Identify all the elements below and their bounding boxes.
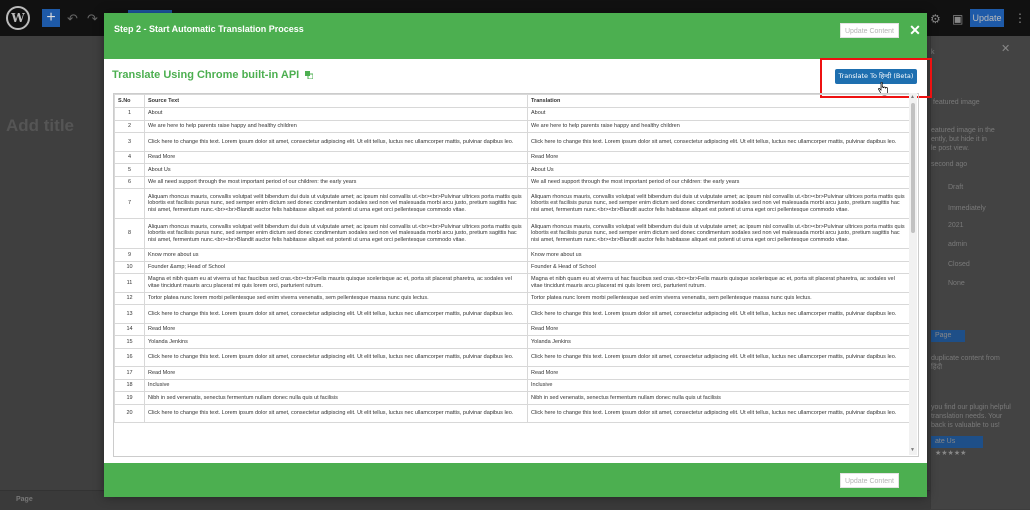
- cell-translation: Magna et nibh quam eu at viverra ut hac faucibus sed cras.<br><br>Felis mauris quisque scelerisque ac et, porta sit placerat pharetra, ac sodales vel vitae tincidunt mauris arcu placerat mi quis lorem orci, parturient rutrum.: [528, 274, 911, 293]
- cell-sno: 1: [115, 108, 145, 121]
- column-header-sno: S.No: [115, 95, 145, 108]
- cell-source-text: Know more about us: [145, 249, 528, 262]
- cell-source-text: Read More: [145, 367, 528, 380]
- cell-translation: Yolanda Jenkins: [528, 336, 911, 349]
- cell-source-text: We are here to help parents raise happy and healthy children: [145, 120, 528, 133]
- cell-sno: 9: [115, 249, 145, 262]
- translation-table-container[interactable]: [113, 93, 919, 457]
- sidebar-text: Closed: [948, 261, 970, 268]
- cell-translation: Founder & Head of School: [528, 261, 911, 274]
- cell-source-text: Read More: [145, 323, 528, 336]
- cell-translation: Aliquam rhoncus mauris, convallis volutpat velit bibendum dui duis ut vulputate amet; ac ipsum nisl convallis ut.<br><br>Pulvinar ultrices porta mattis quis lobortis est facilisis purus nunc, sed semper enim dictum sed donec condimentum sodales sed non vel malesuada morbi arcu justo, pretium sagittis hac nisi amet, fermentum nunc.<br><br>Blandit auctor felis habitasse aliquet est potenti ut urna eget orci pellentesque commodo vitae.: [528, 189, 911, 219]
- cell-source-text: Aliquam rhoncus mauris, convallis volutpat velit bibendum dui duis ut vulputate amet; ac ipsum nisl convallis ut.<br><br>Pulvinar ultrices porta mattis quis lobortis est facilisis purus nunc, sed semper enim dictum sed donec condimentum sodales sed non vel malesuada morbi arcu justo, pretium sagittis hac nisi amet, fermentum nunc.<br><br>Blandit auctor felis habitasse aliquet est potenti ut urna eget orci pellentesque commodo vitae.: [145, 219, 528, 249]
- cell-sno: 10: [115, 261, 145, 274]
- translate-to-hindi-button[interactable]: Translate To हिन्दी (Beta): [835, 69, 917, 84]
- cell-sno: 18: [115, 379, 145, 392]
- section-title: [112, 69, 313, 81]
- cell-sno: 4: [115, 151, 145, 164]
- scrollbar-thumb[interactable]: [911, 103, 915, 233]
- cell-translation: Inclusive: [528, 379, 911, 392]
- translation-modal: [104, 13, 927, 497]
- cell-source-text: Click here to change this text. Lorem ipsum dolor sit amet, consectetur adipiscing elit. Ut elit tellus, luctus nec ullamcorper mattis, pulvinar dapibus leo.: [145, 348, 528, 367]
- table-body: [115, 108, 911, 423]
- cell-sno: 17: [115, 367, 145, 380]
- cell-translation: We are here to help parents raise happy and healthy children: [528, 120, 911, 133]
- sidebar-text: 2021: [948, 222, 964, 229]
- update-content-button-bottom[interactable]: Update Content: [840, 473, 899, 488]
- sidebar-close-icon[interactable]: ✕: [1001, 43, 1011, 55]
- add-title-placeholder[interactable]: Add title: [6, 116, 74, 135]
- translation-table: [114, 94, 911, 423]
- table-row: [115, 164, 911, 177]
- table-row: [115, 348, 911, 367]
- cell-source-text: Nibh in sed venenatis, senectus fermentum nullam donec nulla quis ut facilisis: [145, 392, 528, 405]
- column-header-source: Source Text: [145, 95, 528, 108]
- wp-sidebar: [930, 36, 1030, 509]
- add-block-button[interactable]: +: [42, 9, 60, 27]
- cell-source-text: Yolanda Jenkins: [145, 336, 528, 349]
- sidebar-page-button[interactable]: Page: [931, 330, 965, 342]
- undo-icon[interactable]: ↶: [67, 11, 78, 26]
- modal-header: [104, 13, 927, 59]
- cell-sno: 14: [115, 323, 145, 336]
- cell-source-text: Tortor platea nunc lorem morbi pellentesque sed enim viverra venenatis, sem pellentesque massa nunc quis lectus.: [145, 292, 528, 305]
- sidebar-text: translation needs. Your: [931, 413, 1003, 420]
- table-row: [115, 120, 911, 133]
- cell-sno: 6: [115, 176, 145, 189]
- translate-icon: [305, 71, 313, 79]
- table-scrollbar[interactable]: [909, 93, 917, 455]
- cell-sno: 20: [115, 404, 145, 423]
- footer-breadcrumb[interactable]: Page: [16, 496, 33, 503]
- cell-translation: We all need support through the most important period of our children: the early years: [528, 176, 911, 189]
- cell-sno: 11: [115, 274, 145, 293]
- table-row: [115, 404, 911, 423]
- modal-footer: [104, 463, 927, 497]
- cell-translation: About: [528, 108, 911, 121]
- cell-sno: 2: [115, 120, 145, 133]
- table-row: [115, 108, 911, 121]
- highlight-box: [820, 58, 932, 98]
- cell-sno: 3: [115, 133, 145, 152]
- table-row: [115, 367, 911, 380]
- table-row: [115, 379, 911, 392]
- modal-title: Step 2 - Start Automatic Translation Process: [114, 24, 304, 34]
- sidebar-text: ently, but hide it in: [931, 136, 987, 143]
- cell-source-text: About Us: [145, 164, 528, 177]
- sidebar-text: second ago: [931, 161, 968, 168]
- cell-translation: Read More: [528, 323, 911, 336]
- table-row: [115, 305, 911, 324]
- cell-sno: 15: [115, 336, 145, 349]
- cell-source-text: Founder &amp; Head of School: [145, 261, 528, 274]
- wordpress-logo-icon[interactable]: W: [0, 0, 36, 36]
- rate-us-button[interactable]: ate Us ★★★★★: [931, 436, 983, 448]
- sidebar-toggle-icon[interactable]: ▣: [952, 12, 964, 26]
- table-row: [115, 274, 911, 293]
- scroll-down-arrow-icon[interactable]: ▼: [910, 447, 915, 453]
- section-title-text: Translate Using Chrome built-in API: [112, 69, 300, 81]
- table-row: [115, 189, 911, 219]
- cell-source-text: Inclusive: [145, 379, 528, 392]
- cell-translation: Read More: [528, 367, 911, 380]
- sidebar-text: हिंदी: [931, 364, 943, 371]
- sidebar-text: None: [948, 280, 965, 287]
- settings-gear-icon[interactable]: ⚙: [930, 12, 941, 26]
- table-row: [115, 176, 911, 189]
- cell-translation: Tortor platea nunc lorem morbi pellentesque sed enim viverra venenatis, sem pellentesque massa nunc quis lectus.: [528, 292, 911, 305]
- table-row: [115, 219, 911, 249]
- sidebar-text: k: [931, 49, 935, 56]
- cell-sno: 12: [115, 292, 145, 305]
- table-row: [115, 292, 911, 305]
- sidebar-text: le post view.: [931, 145, 970, 152]
- cell-source-text: Click here to change this text. Lorem ipsum dolor sit amet, consectetur adipiscing elit. Ut elit tellus, luctus nec ullamcorper mattis, pulvinar dapibus leo.: [145, 404, 528, 423]
- sidebar-text: duplicate content from: [931, 355, 1000, 362]
- cell-translation: Click here to change this text. Lorem ipsum dolor sit amet, consectetur adipiscing elit. Ut elit tellus, luctus nec ullamcorper mattis, pulvinar dapibus leo.: [528, 305, 911, 324]
- cell-source-text: Aliquam rhoncus mauris, convallis volutpat velit bibendum dui duis ut vulputate amet; ac ipsum nisl convallis ut.<br><br>Pulvinar ultrices porta mattis quis lobortis est facilisis purus nunc, sed semper enim dictum sed donec condimentum sodales sed non vel malesuada morbi arcu justo, pretium sagittis hac nisi amet, fermentum nunc.<br><br>Blandit auctor felis habitasse aliquet est potenti ut urna eget orci pellentesque commodo vitae.: [145, 189, 528, 219]
- cell-source-text: About: [145, 108, 528, 121]
- cell-source-text: Magna et nibh quam eu at viverra ut hac faucibus sed cras.<br><br>Felis mauris quisque scelerisque ac et, porta sit placerat pharetra, ac sodales vel vitae tincidunt mauris arcu placerat mi quis lorem orci, parturient rutrum.: [145, 274, 528, 293]
- cell-translation: Read More: [528, 151, 911, 164]
- cell-source-text: Read More: [145, 151, 528, 164]
- cell-source-text: We all need support through the most important period of our children: the early years: [145, 176, 528, 189]
- cell-sno: 8: [115, 219, 145, 249]
- cell-translation: Aliquam rhoncus mauris, convallis volutpat velit bibendum dui duis ut vulputate amet; ac ipsum nisl convallis ut.<br><br>Pulvinar ultrices porta mattis quis lobortis est facilisis purus nunc, sed semper enim dictum sed donec condimentum sodales sed non vel malesuada morbi arcu justo, pretium sagittis hac nisi amet, fermentum nunc.<br><br>Blandit auctor felis habitasse aliquet est potenti ut urna eget orci pellentesque commodo vitae.: [528, 219, 911, 249]
- cell-source-text: Click here to change this text. Lorem ipsum dolor sit amet, consectetur adipiscing elit. Ut elit tellus, luctus nec ullamcorper mattis, pulvinar dapibus leo.: [145, 133, 528, 152]
- cell-translation: Know more about us: [528, 249, 911, 262]
- update-content-button-top[interactable]: Update Content: [840, 23, 899, 38]
- sidebar-text: Immediately: [948, 205, 986, 212]
- table-row: [115, 323, 911, 336]
- table-row: [115, 249, 911, 262]
- sidebar-text: Draft: [948, 184, 964, 191]
- cell-translation: Click here to change this text. Lorem ipsum dolor sit amet, consectetur adipiscing elit. Ut elit tellus, luctus nec ullamcorper mattis, pulvinar dapibus leo.: [528, 404, 911, 423]
- cell-translation: Click here to change this text. Lorem ipsum dolor sit amet, consectetur adipiscing elit. Ut elit tellus, luctus nec ullamcorper mattis, pulvinar dapibus leo.: [528, 133, 911, 152]
- table-row: [115, 392, 911, 405]
- scroll-up-arrow-icon[interactable]: ▲: [910, 94, 915, 100]
- cell-sno: 13: [115, 305, 145, 324]
- cell-source-text: Click here to change this text. Lorem ipsum dolor sit amet, consectetur adipiscing elit. Ut elit tellus, luctus nec ullamcorper mattis, pulvinar dapibus leo.: [145, 305, 528, 324]
- cell-sno: 5: [115, 164, 145, 177]
- table-row: [115, 261, 911, 274]
- cell-sno: 16: [115, 348, 145, 367]
- more-options-icon[interactable]: ⋮: [1014, 11, 1026, 25]
- column-header-translation: Translation: [528, 95, 911, 108]
- redo-icon[interactable]: ↷: [87, 11, 98, 26]
- sidebar-text: eatured image in the: [931, 127, 995, 134]
- sidebar-text: featured image: [933, 99, 980, 106]
- sidebar-text: you find our plugin helpful: [931, 404, 1011, 411]
- close-icon[interactable]: ✕: [909, 22, 921, 38]
- sidebar-text: admin: [948, 241, 968, 248]
- table-row: [115, 336, 911, 349]
- cell-translation: About Us: [528, 164, 911, 177]
- sidebar-text: back is valuable to us!: [931, 422, 1000, 429]
- cell-sno: 19: [115, 392, 145, 405]
- cell-sno: 7: [115, 189, 145, 219]
- wp-update-button[interactable]: Update: [970, 9, 1004, 27]
- table-row: [115, 151, 911, 164]
- cell-translation: Click here to change this text. Lorem ipsum dolor sit amet, consectetur adipiscing elit. Ut elit tellus, luctus nec ullamcorper mattis, pulvinar dapibus leo.: [528, 348, 911, 367]
- cell-translation: Nibh in sed venenatis, senectus fermentum nullam donec nulla quis ut facilisis: [528, 392, 911, 405]
- table-row: [115, 133, 911, 152]
